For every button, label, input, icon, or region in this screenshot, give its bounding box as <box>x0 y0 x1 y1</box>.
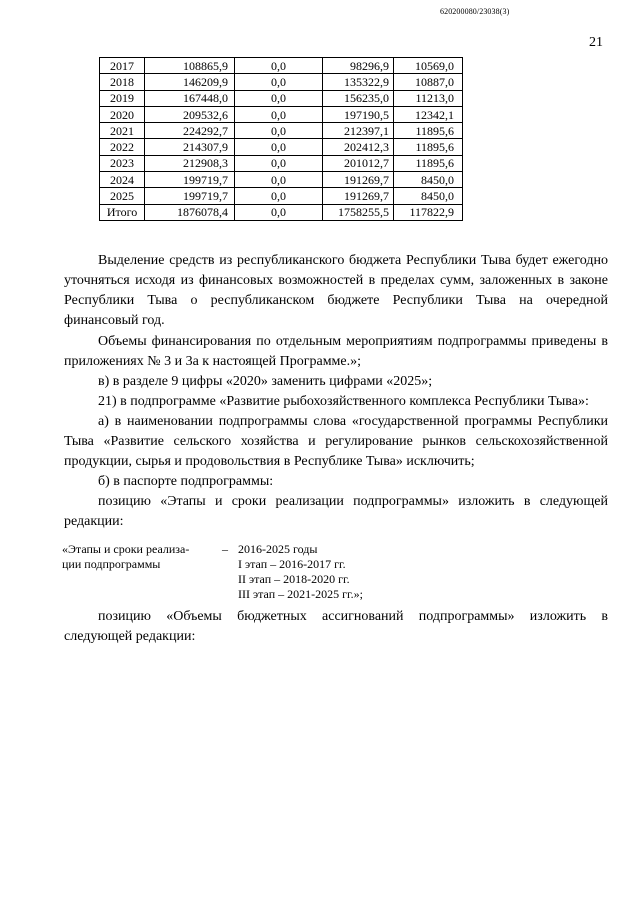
table-cell: 12342,1 <box>394 106 463 122</box>
table-row <box>100 188 463 204</box>
table-cell: 2019 <box>100 90 145 106</box>
table-cell: 201012,7 <box>323 155 394 171</box>
table-cell: 0,0 <box>235 90 323 106</box>
table-row <box>100 204 463 220</box>
table-cell: 11895,6 <box>394 123 463 139</box>
table-cell: 212908,3 <box>145 155 235 171</box>
table-cell: 224292,7 <box>145 123 235 139</box>
stages-label-line1: «Этапы и сроки реализа- <box>62 542 190 556</box>
table-cell: 1758255,5 <box>323 204 394 220</box>
table-cell: 108865,9 <box>145 58 235 74</box>
table-cell: 98296,9 <box>323 58 394 74</box>
table-cell: 11213,0 <box>394 90 463 106</box>
table-cell: 209532,6 <box>145 106 235 122</box>
stages-values <box>238 542 363 602</box>
table-cell: 197190,5 <box>323 106 394 122</box>
table-cell: 2023 <box>100 155 145 171</box>
table-cell: 11895,6 <box>394 139 463 155</box>
table-cell: Итого <box>100 204 145 220</box>
paragraph-budget-allocation: Выделение средств из республиканского бюджета Республики Тыва будет ежегодно уточняться исходя из финансовых возможностей в пределах сумм, заложенных в законе Республики Тыва о республиканском бюджете Республики Тыва на очередной финансовый год. <box>64 253 608 328</box>
table-cell: 11895,6 <box>394 155 463 171</box>
stage-3: III этап – 2021-2025 гг.»; <box>238 587 363 601</box>
stages-label <box>62 542 210 572</box>
table-cell: 135322,9 <box>323 74 394 90</box>
table-cell: 2022 <box>100 139 145 155</box>
paragraph-section-9: в) в разделе 9 цифры «2020» заменить цифрами «2025»; <box>98 374 433 389</box>
table-cell: 0,0 <box>235 172 323 188</box>
table-row <box>100 74 463 90</box>
table-row <box>100 172 463 188</box>
table-cell: 167448,0 <box>145 90 235 106</box>
table-cell: 0,0 <box>235 123 323 139</box>
table-cell: 0,0 <box>235 188 323 204</box>
table-cell: 1876078,4 <box>145 204 235 220</box>
table-cell: 146209,9 <box>145 74 235 90</box>
stages-label-line2: ции подпрограммы <box>62 557 161 571</box>
page-number: 21 <box>589 35 603 50</box>
table-cell: 2018 <box>100 74 145 90</box>
table-cell: 156235,0 <box>323 90 394 106</box>
table-cell: 2020 <box>100 106 145 122</box>
paragraph-subprogram-21: 21) в подпрограмме «Развитие рыбохозяйственного комплекса Республики Тыва»: <box>98 394 589 409</box>
stages-block <box>62 542 462 604</box>
table-cell: 212397,1 <box>323 123 394 139</box>
table-cell: 191269,7 <box>323 188 394 204</box>
table-cell: 0,0 <box>235 74 323 90</box>
table-cell: 2017 <box>100 58 145 74</box>
paragraph-subprogram-name: а) в наименовании подпрограммы слова «государственной программы Республики Тыва «Развитие сельского хозяйства и регулирование рынков сельскохозяйственной продукции, сырья и продовольствия в Республике Тыва» исключить; <box>64 414 608 469</box>
table-row <box>100 139 463 155</box>
table-cell: 8450,0 <box>394 172 463 188</box>
table-cell: 117822,9 <box>394 204 463 220</box>
table-cell: 0,0 <box>235 204 323 220</box>
paragraph-stages-position: позицию «Этапы и сроки реализации подпрограммы» изложить в следующей редакции: <box>64 494 608 529</box>
paragraph-passport: б) в паспорте подпрограммы: <box>98 474 274 489</box>
document-id: 620200080/23038(3) <box>440 7 510 16</box>
stage-1: I этап – 2016-2017 гг. <box>238 557 346 571</box>
table-cell: 191269,7 <box>323 172 394 188</box>
table-body <box>100 58 463 221</box>
table-row <box>100 123 463 139</box>
text-block-top <box>64 251 608 532</box>
financing-table <box>99 57 463 221</box>
stage-2: II этап – 2018-2020 гг. <box>238 572 350 586</box>
stages-dash: – <box>222 542 228 556</box>
table-cell: 0,0 <box>235 139 323 155</box>
table-row <box>100 155 463 171</box>
table-cell: 2024 <box>100 172 145 188</box>
table-cell: 8450,0 <box>394 188 463 204</box>
table-cell: 10569,0 <box>394 58 463 74</box>
table-cell: 10887,0 <box>394 74 463 90</box>
table-cell: 199719,7 <box>145 172 235 188</box>
text-block-bottom <box>64 607 608 647</box>
paragraph-funding-volumes: Объемы финансирования по отдельным мероприятиям подпрограммы приведены в приложениях № 3 и 3а к настоящей Программе.»; <box>64 334 608 369</box>
stages-period: 2016-2025 годы <box>238 542 318 556</box>
table-row <box>100 58 463 74</box>
table-cell: 199719,7 <box>145 188 235 204</box>
table-cell: 202412,3 <box>323 139 394 155</box>
table-cell: 0,0 <box>235 58 323 74</box>
table-cell: 0,0 <box>235 106 323 122</box>
table-row <box>100 90 463 106</box>
paragraph-budget-position: позицию «Объемы бюджетных ассигнований подпрограммы» изложить в следующей редакции: <box>64 609 608 644</box>
table-cell: 214307,9 <box>145 139 235 155</box>
table-row <box>100 106 463 122</box>
table-cell: 2025 <box>100 188 145 204</box>
table-cell: 2021 <box>100 123 145 139</box>
table-cell: 0,0 <box>235 155 323 171</box>
